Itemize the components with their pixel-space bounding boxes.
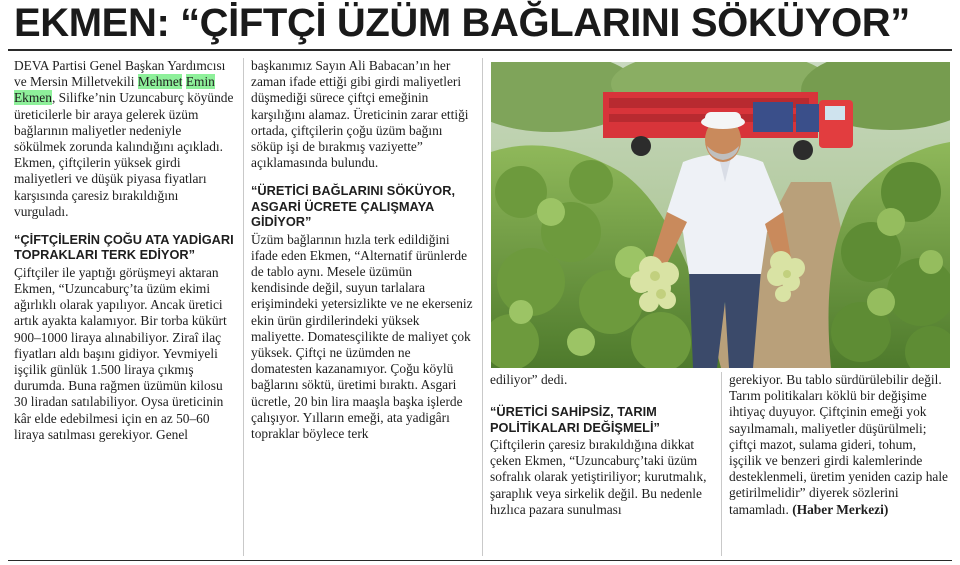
column-3 — [490, 372, 712, 518]
farmer-holding-grapes-photo — [491, 62, 950, 368]
paragraph-1: Çiftçiler ile yaptığı görüşmeyi aktaran Ekmen, “Uzuncaburç’ta üzüm ekimi ağırlıklı olarak yapılıyor. Ancak üretici artık ayakta kalamıyor. Bir torba kükürt 900–1000 liraya alınabiliyor. Ziraî ilaç fiyatları aldı başını gidiyor. Yevmiyeli işçilik günlük 1.500 liraya çıkmış durumda. Buna rağmen üzümün kilosu 30 liradan satılabiliyor. Oysa üreticinin kâr elde edebilmesi için en az 50–60 liraya satılması gerekiyor. Genel — [14, 264, 227, 442]
paragraph-4: ediliyor” dedi. — [490, 372, 568, 387]
closing-text: gerekiyor. Bu tablo sürdürülebilir değil. Tarım politikaları köklü bir değişime ihtiyaç duyuyor. Çiftçinin emeği yok sayılmamalı, maliyetler düşürülmeli; çiftçi mazot, sulama gideri, tohum, işçilik ve benzeri girdi kalemlerinde desteklenmeli, üretim yeniden cazip hale getirilmelidir” diyerek sözlerini tamamladı. — [729, 372, 948, 517]
highlighted-name-middle: Emin — [185, 74, 215, 90]
highlighted-name-first: Mehmet — [137, 74, 183, 90]
lead-after: , Silifke’nin Uzuncaburç köyünde üreticilerle bir araya gelerek üzüm bağlarının maliyetler nedeniyle sökülmek zorunda kalındığını açıkladı. Ekmen, çiftçilerin yüksek girdi maliyetleri ve düşük piyasa fiyatları karşısında çaresiz bırakıldığını vurguladı. — [14, 90, 234, 219]
paragraph-3: Üzüm bağlarının hızla terk edildiğini ifade eden Ekmen, “Alternatif ürünlerde de tablo aynı. Mesele üzümün kendisinde değil, suyun tarlalara erişimindeki yetersizlikte ve ne ekerseniz ekin ürün girdilerindeki yüksek maliyette. Domatesçilikte de maliyet çok yüksek. Çiftçi ne üzümden ne domatesten kazanamıyor. Çoğu köylü bağlarını söktü, üretimi bıraktı. Asgari ücretle, 20 bin lira maaşla başka işlerde çalışıyor. Yılların emeği, ata yadigârı topraklar böylece terk — [251, 231, 473, 442]
subheading-2: “ÜRETİCİ BAĞLARINI SÖKÜYOR, ASGARİ ÜCRETE ÇALIŞMAYA GİDİYOR” — [251, 183, 456, 230]
lead-before: DEVA Partisi Genel Başkan Yardımcısı ve Mersin Milletvekili — [14, 58, 226, 90]
paragraph-6 — [729, 372, 951, 518]
paragraph-2: başkanımız Sayın Ali Babacan’ın her zaman ifade ettiği gibi girdi maliyetleri düşmediği sürece çiftçi emeğinin karşılığını alamaz. Üreticinin zarar ettiği ortada, çiftçilerin çoğu üzüm bağını söküp işi de bırakmış vaziyette” açıklamasında bulundu. — [251, 58, 469, 171]
photo-illustration — [491, 62, 950, 368]
headline-rule — [8, 49, 952, 51]
column-1 — [14, 58, 236, 443]
column-4 — [729, 372, 951, 518]
lead-paragraph — [14, 58, 236, 220]
subheading-1: “ÇİFTÇİLERİN ÇOĞU ATA YADİGARI TOPRAKLARI TERK EDİYOR” — [14, 232, 234, 263]
paragraph-5: Çiftçilerin çaresiz bırakıldığına dikkat çeken Ekmen, “Uzuncaburç’taki üzüm sofralık olarak yetiştiriliyor; kurutmalık, şaraplık veya sirkelik değil. Bu nedenle hızlıca pazara sunulması — [490, 437, 707, 517]
subheading-3: “ÜRETİCİ SAHİPSİZ, TARIM POLİTİKALARI DEĞİŞMELİ” — [490, 404, 660, 435]
source-credit: (Haber Merkezi) — [792, 501, 889, 517]
column-divider — [721, 372, 722, 556]
bottom-rule — [8, 560, 952, 561]
highlighted-name-last: Ekmen — [14, 90, 52, 106]
column-divider — [482, 58, 483, 556]
column-2 — [251, 58, 473, 442]
column-divider — [243, 58, 244, 556]
headline: EKMEN: “ÇİFTÇİ ÜZÜM BAĞLARINI SÖKÜYOR” — [14, 1, 910, 45]
